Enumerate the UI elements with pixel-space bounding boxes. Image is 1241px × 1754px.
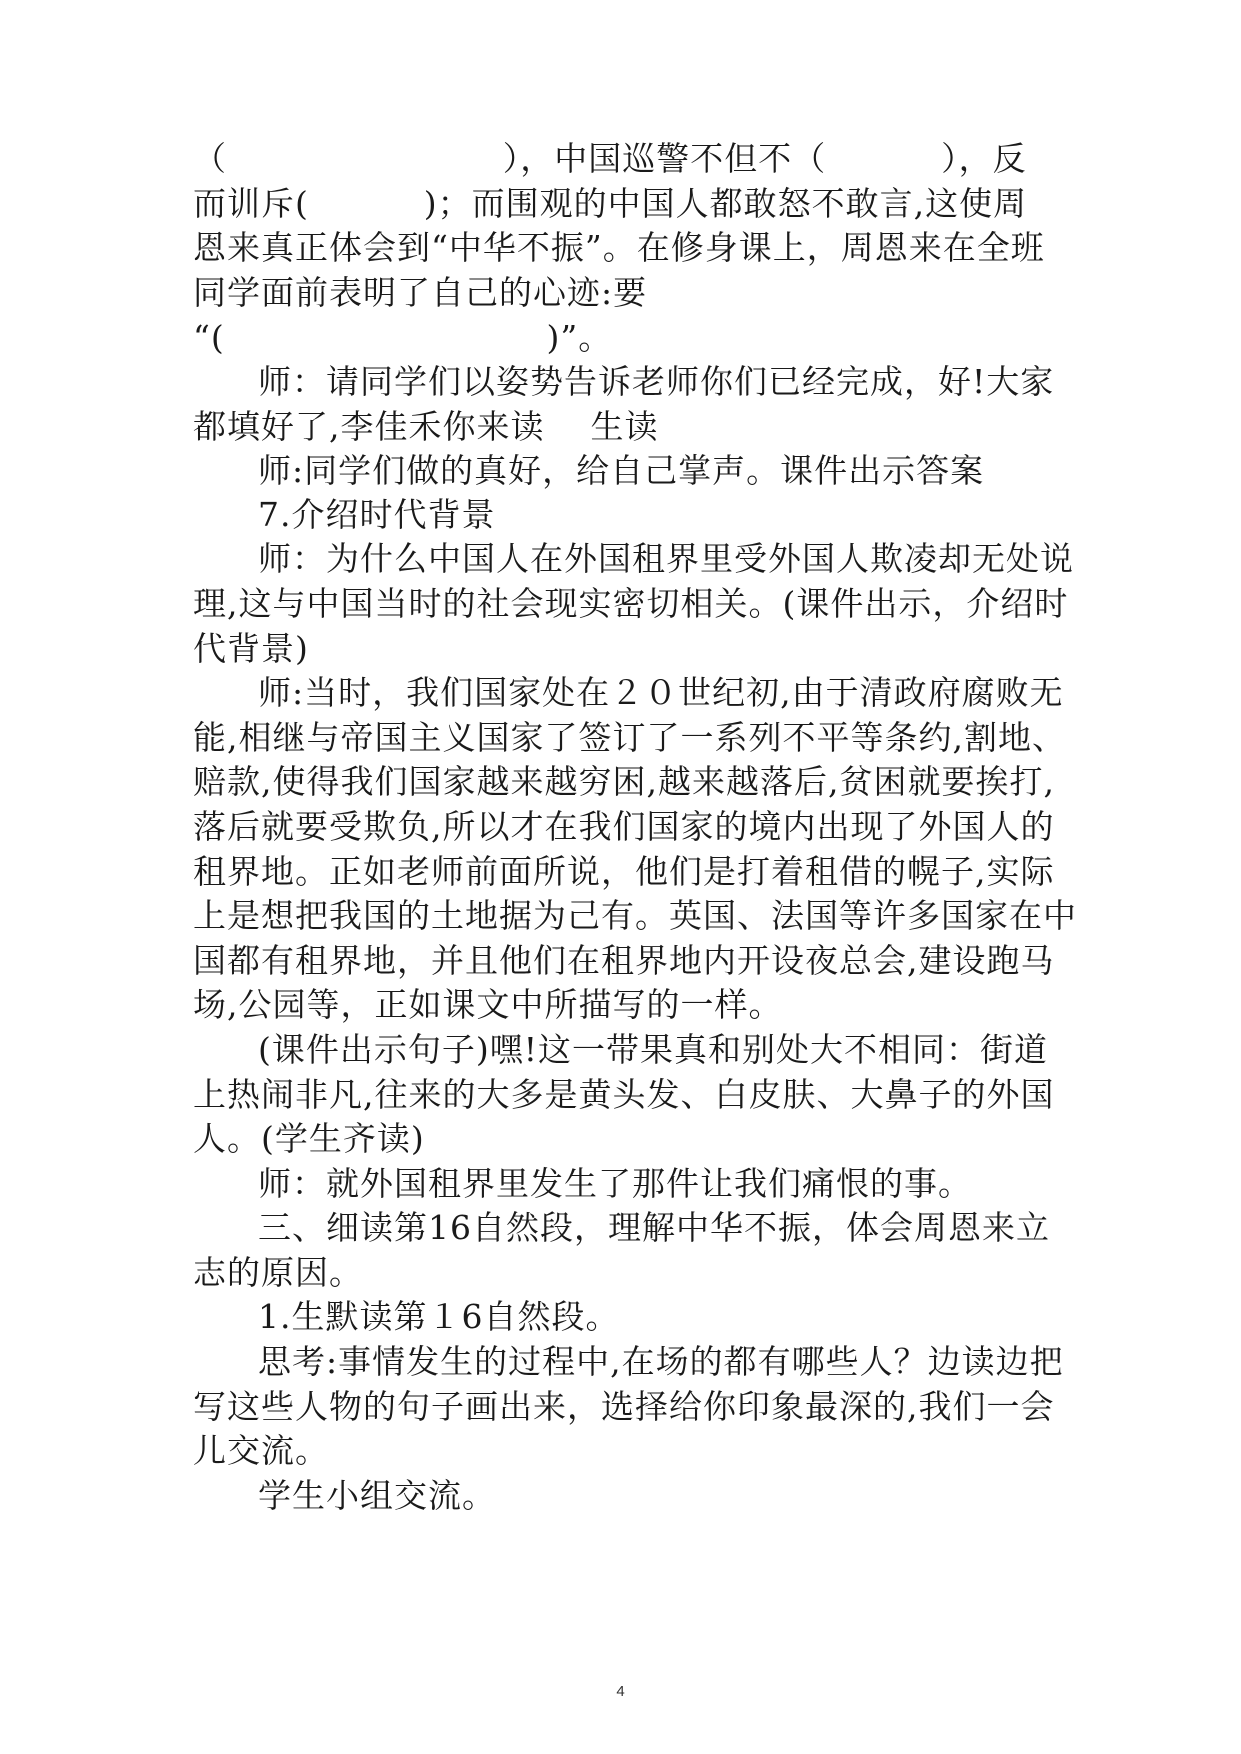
text-line: (课件出示句子)嘿!这一带果真和别处大不相同：街道 — [258, 1030, 1049, 1069]
text-line: 同学面前表明了自己的心迹:要 — [193, 273, 648, 312]
text-line: 上是想把我国的土地据为己有。英国、法国等许多国家在中 — [193, 896, 1077, 935]
text-line: 师：请同学们以姿势告诉老师你们已经完成，好!大家 — [258, 362, 1055, 401]
text-line: 恩来真正体会到“中华不振”。在修身课上，周恩来在全班 — [193, 228, 1045, 267]
text-line: 师:同学们做的真好，给自己掌声。课件出示答案 — [258, 451, 985, 490]
text-line: 场,公园等，正如课文中所描写的一样。 — [193, 985, 783, 1024]
text-line: 赔款,使得我们国家越来越穷困,越来越落后,贫困就要挨打, — [193, 762, 1055, 801]
page-number: 4 — [616, 1683, 625, 1700]
text-line: 儿交流。 — [193, 1431, 329, 1470]
text-line: 思考:事情发生的过程中,在场的都有哪些人？边读边把 — [258, 1342, 1064, 1381]
text-line: 代背景) — [193, 629, 309, 668]
text-line: 租界地。正如老师前面所说，他们是打着租借的幌子,实际 — [193, 852, 1055, 891]
text-line: 写这些人物的句子画出来，选择给你印象最深的,我们一会 — [193, 1387, 1055, 1426]
text-line: 而训斥( )；而围观的中国人都敢怒不敢言,这使周 — [193, 184, 1028, 223]
text-line: 落后就要受欺负,所以才在我们国家的境内出现了外国人的 — [193, 807, 1055, 846]
text-line: （ ），中国巡警不但不（ ），反 — [193, 139, 1027, 178]
text-line: 师:当时，我们国家处在２０世纪初,由于清政府腐败无 — [258, 673, 1064, 712]
text-line: 师：就外国租界里发生了那件让我们痛恨的事。 — [258, 1164, 972, 1203]
text-line: 1.生默读第１6自然段。 — [258, 1297, 620, 1336]
text-line: 能,相继与帝国主义国家了签订了一系列不平等条约,割地、 — [193, 718, 1066, 757]
text-line: 都填好了,李佳禾你来读 生读 — [193, 407, 659, 446]
text-line: 理,这与中国当时的社会现实密切相关。(课件出示，介绍时 — [193, 584, 1069, 623]
section-heading: 7.介绍时代背景 — [258, 495, 496, 534]
text-line: “( )”。 — [193, 318, 613, 357]
text-line: 师：为什么中国人在外国租界里受外国人欺凌却无处说 — [258, 539, 1074, 578]
section-heading: 三、细读第16自然段，理解中华不振，体会周恩来立 — [258, 1208, 1050, 1247]
text-line: 上热闹非凡,往来的大多是黄头发、白皮肤、大鼻子的外国 — [193, 1075, 1055, 1114]
text-line: 学生小组交流。 — [258, 1476, 496, 1515]
text-line: 人。(学生齐读) — [193, 1119, 425, 1158]
text-line: 志的原因。 — [193, 1253, 363, 1292]
text-line: 国都有租界地，并且他们在租界地内开设夜总会,建设跑马 — [193, 941, 1055, 980]
